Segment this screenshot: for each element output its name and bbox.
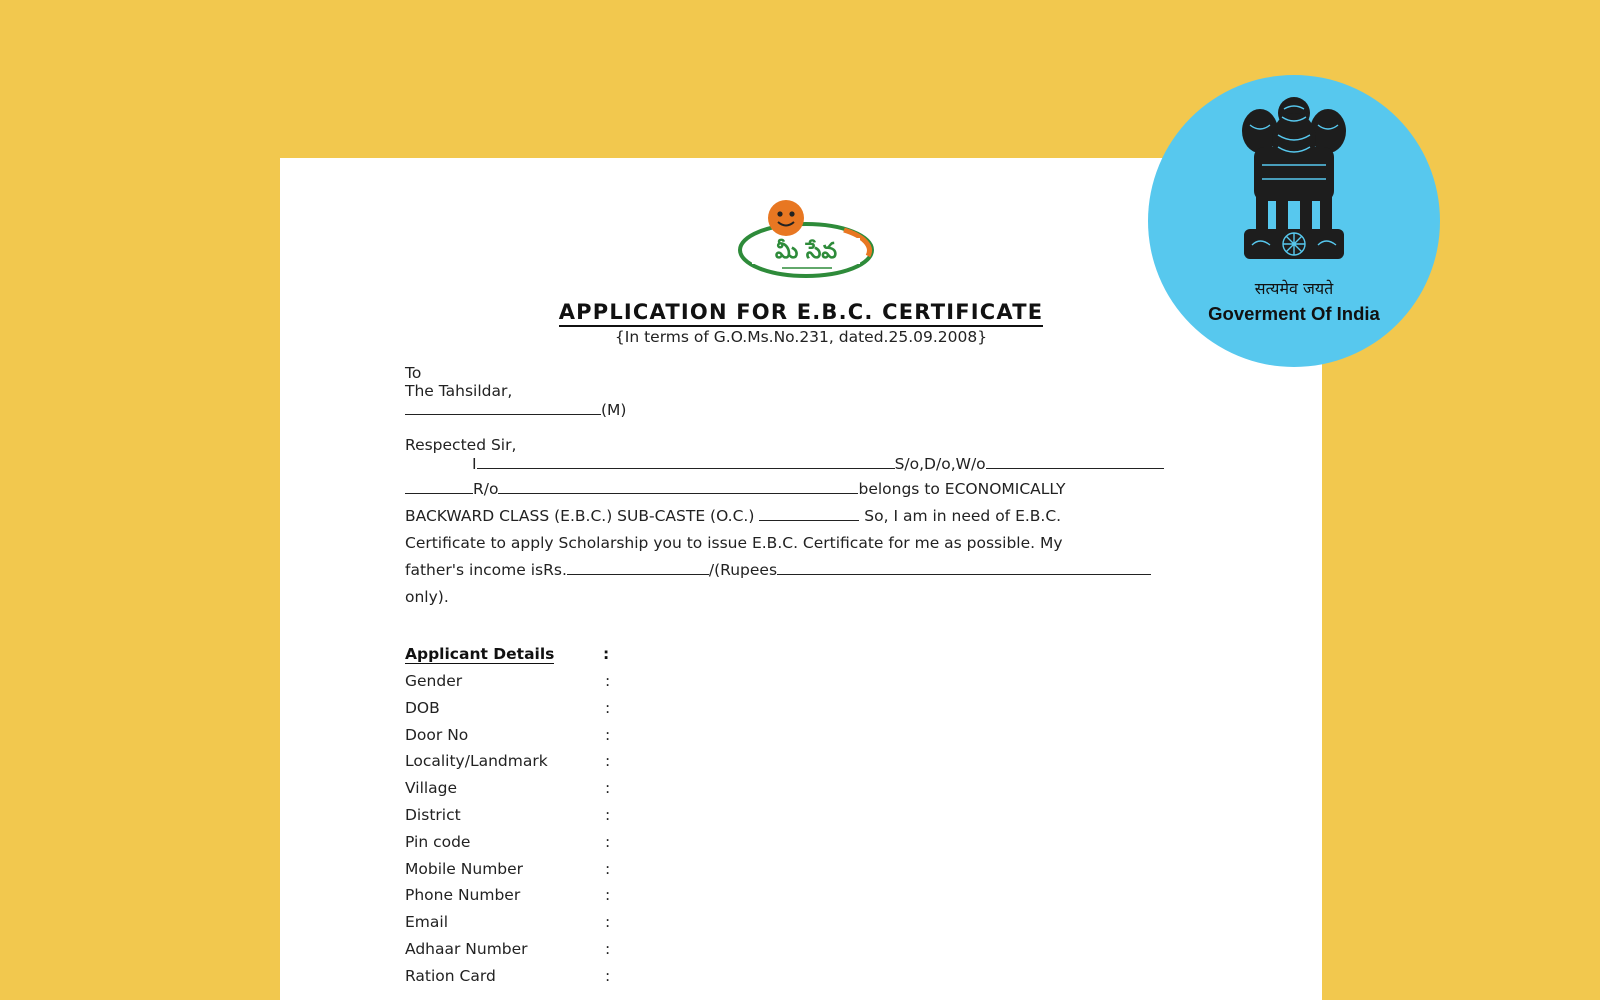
government-badge: [1148, 75, 1440, 367]
field-colon: :: [605, 967, 611, 985]
field-colon: :: [605, 752, 611, 770]
svg-text:మీ సేవ: మీ సేవ: [774, 239, 838, 264]
field-colon: :: [605, 940, 611, 958]
field-village: Village: [405, 779, 458, 797]
field-colon: :: [605, 779, 611, 797]
residence-line: R/o belongs to ECONOMICALLY: [405, 479, 1065, 498]
field-colon: :: [605, 860, 611, 878]
field-colon: :: [605, 699, 611, 717]
field-colon: :: [605, 726, 611, 744]
government-label: Goverment Of India: [1208, 303, 1380, 324]
document-title: APPLICATION FOR E.B.C. CERTIFICATE: [280, 300, 1322, 324]
name-line: I S/o,D/o,W/o: [405, 454, 1164, 473]
to-label: To: [405, 364, 422, 382]
field-locality: Locality/Landmark: [405, 752, 548, 770]
para-line-3: father's income isRs. /(Rupees: [405, 557, 1205, 584]
document-subtitle: {In terms of G.O.Ms.No.231, dated.25.09.2008}: [614, 328, 988, 346]
meeseva-logo: [734, 198, 878, 280]
field-colon: :: [605, 672, 611, 690]
field-colon: :: [605, 833, 611, 851]
applicant-details-colon: :: [603, 645, 610, 663]
para-line-1: BACKWARD CLASS (E.B.C.) SUB-CASTE (O.C.) So, I am in need of E.B.C.: [405, 507, 1062, 525]
field-colon: :: [605, 806, 611, 824]
field-colon: :: [605, 913, 611, 931]
emblem-motto: सत्यमेव जयते: [1254, 279, 1334, 298]
field-mobile-number: Mobile Number: [405, 860, 524, 878]
field-adhaar-number: Adhaar Number: [405, 940, 528, 958]
field-phone-number: Phone Number: [405, 886, 521, 904]
field-colon: :: [605, 886, 611, 904]
applicant-details-heading: Applicant Details: [405, 645, 555, 663]
field-door-no: Door No: [405, 726, 469, 744]
salutation: Respected Sir,: [405, 436, 517, 454]
addressee: The Tahsildar,: [405, 382, 513, 400]
field-pin-code: Pin code: [405, 833, 471, 851]
field-district: District: [405, 806, 461, 824]
field-gender: Gender: [405, 672, 463, 690]
para-line-4: only).: [405, 588, 449, 606]
para-line-2: Certificate to apply Scholarship you to issue E.B.C. Certificate for me as possible. My: [405, 534, 1063, 552]
field-ration-card: Ration Card: [405, 967, 496, 985]
field-dob: DOB: [405, 699, 440, 717]
request-paragraph: [405, 503, 1205, 611]
national-emblem-icon: [1234, 95, 1354, 269]
field-email: Email: [405, 913, 449, 931]
mandal-line: (M): [405, 400, 626, 419]
